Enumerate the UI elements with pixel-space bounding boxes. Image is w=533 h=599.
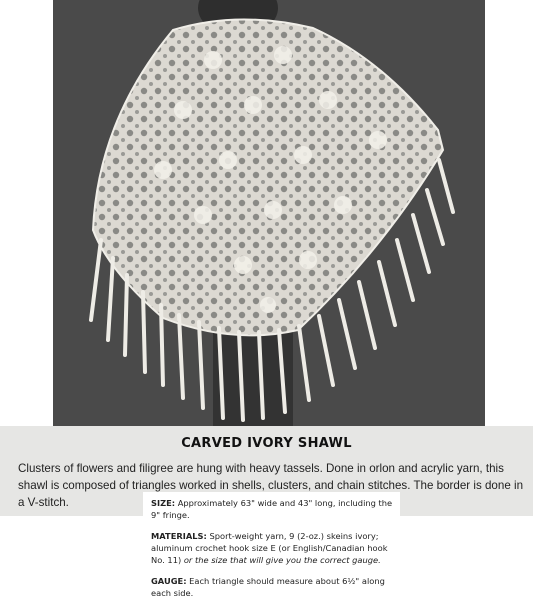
spec-gauge bbox=[151, 575, 396, 599]
pattern-description: Clusters of flowers and filigree are hung with heavy tassels. Done in orlon and acrylic yarn, this shawl is composed of triangles worked in shells, clusters, and chain stitches. The border is done in a V-stitch. bbox=[18, 462, 524, 509]
shawl-illustration bbox=[53, 0, 485, 426]
spec-gauge-text: Each triangle should measure about 6½" along each side. bbox=[151, 576, 385, 598]
shawl-photo bbox=[53, 0, 485, 426]
pattern-specs bbox=[143, 492, 400, 598]
spec-size-text: Approximately 63" wide and 43" long, including the 9" fringe. bbox=[151, 498, 393, 520]
spec-gauge-label: GAUGE: bbox=[151, 576, 187, 586]
spec-size-label: SIZE: bbox=[151, 498, 176, 508]
spec-size bbox=[151, 497, 396, 521]
pattern-title: CARVED IVORY SHAWL bbox=[181, 436, 352, 451]
spec-materials-label: MATERIALS: bbox=[151, 531, 207, 541]
spec-materials bbox=[151, 530, 396, 566]
spec-materials-italic: or the size that will give you the correct gauge. bbox=[183, 555, 381, 565]
spec-materials-text: Sport-weight yarn, 9 (2-oz.) skeins ivory; aluminum crochet hook size E (or English/Canadian hook No. 11) bbox=[151, 531, 388, 565]
